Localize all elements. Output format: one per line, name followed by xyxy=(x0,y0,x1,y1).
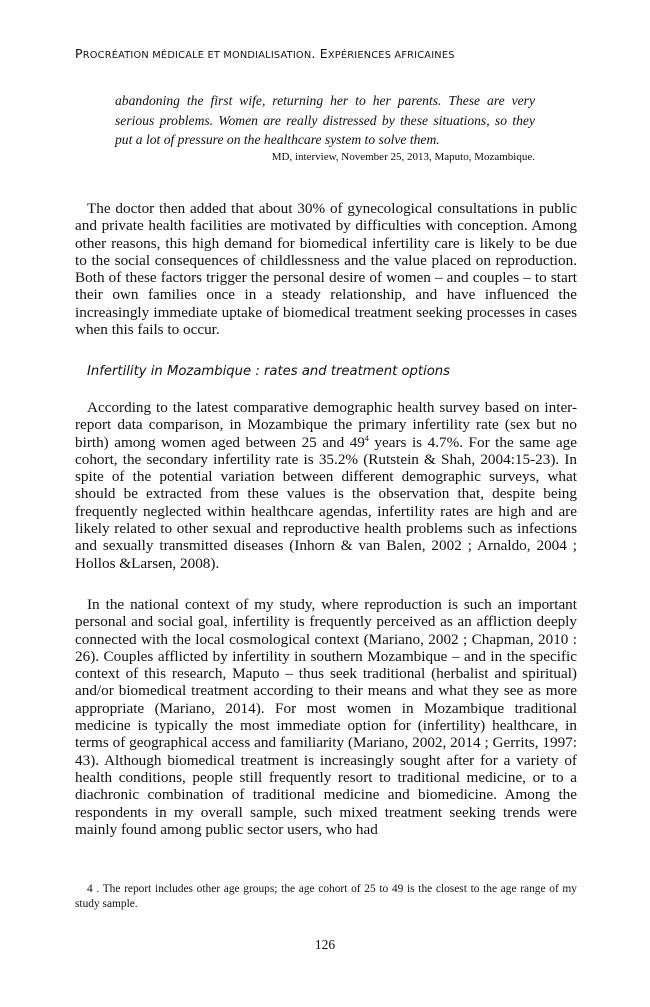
footnote-reference[interactable]: 4 xyxy=(364,433,369,443)
block-quote: abandoning the first wife, returning her to her parents. These are very serious problems. Women are really distressed by these situations, so they put a lot of pressure on the healthcare system to solve them. xyxy=(115,93,535,147)
header-smallcaps-2: XPÉRIENCES AFRICAINES xyxy=(327,50,455,61)
paragraph-1: The doctor then added that about 30% of gynecological consultations in public and private health facilities are motivated by difficulties with conception. Among other reasons, this high demand for biomedical infertility care is likely to be due to the social consequences of childlessness and the value placed on reproduction. Both of these factors trigger the personal desire of women – and couples – to start their own families once in a steady relationship, and have influenced the increasingly immediate uptake of biomedical treatment seeking processes in cases when this fails to occur. xyxy=(75,200,577,339)
paragraph-3: In the national context of my study, where reproduction is such an important personal and social goal, infertility is frequently perceived as an affliction deeply connected with the local cosmological context (Mariano, 2002 ; Chapman, 2010 : 26). Couples afflicted by infertility in southern Mozambique – and in the specific context of this research, Maputo – thus seek traditional (herbalist and spiritual) and/or biomedical treatment according to their means and what they see as more appropriate (Mariano, 2014). For most women in Mozambique traditional medicine is typically the most immediate option for (infertility) healthcare, in terms of geographical access and familiarity (Mariano, 2002, 2014 ; Gerrits, 1997: 43). Although biomedical treatment is increasingly sought after for a variety of health conditions, people still frequently resort to traditional medicine, or to a diachronic combination of traditional medicine and biomedicine. Among the respondents in my overall sample, such mixed treatment seeking trends were mainly found among public sector users, who had xyxy=(75,596,577,838)
paragraph-2-text-a: According to the latest comparative demographic health survey based on inter-report data comparison, in Mozambique the primary infertility rate (sex but no birth) among women aged between 25 and 49 xyxy=(75,399,577,451)
paragraph-2-text-b: years is 4.7%. For the same age cohort, the secondary infertility rate is 35.2% (Rutstein & Shah, 2004:15-23). In spite of the potential variation between different demographic surveys, what should be extracted from these values is the observation that, despite being frequently neglected within healthcare agendas, infertility rates are high and are likely related to other sexual and reproductive health problems such as infections and sexually transmitted diseases (Inhorn & van Balen, 2002 ; Arnaldo, 2004 ; Hollos &Larsen, 2008). xyxy=(75,433,577,572)
header-dot: . xyxy=(311,46,316,61)
footnote: 4 . The report includes other age groups; the age cohort of 25 to 49 is the closest to the age range of my study sample. xyxy=(75,883,577,910)
header-initial-1: P xyxy=(75,46,83,61)
quote-citation: MD, interview, November 25, 2013, Maputo, Mozambique. xyxy=(271,151,535,163)
section-heading: Infertility in Mozambique : rates and treatment options xyxy=(87,364,451,379)
running-header xyxy=(75,46,575,61)
header-smallcaps-1: ROCRÉATION MÉDICALE ET MONDIALISATION xyxy=(82,50,312,61)
header-initial-2: E xyxy=(315,46,328,61)
page-number: 126 xyxy=(314,937,336,952)
paragraph-2 xyxy=(75,399,577,572)
